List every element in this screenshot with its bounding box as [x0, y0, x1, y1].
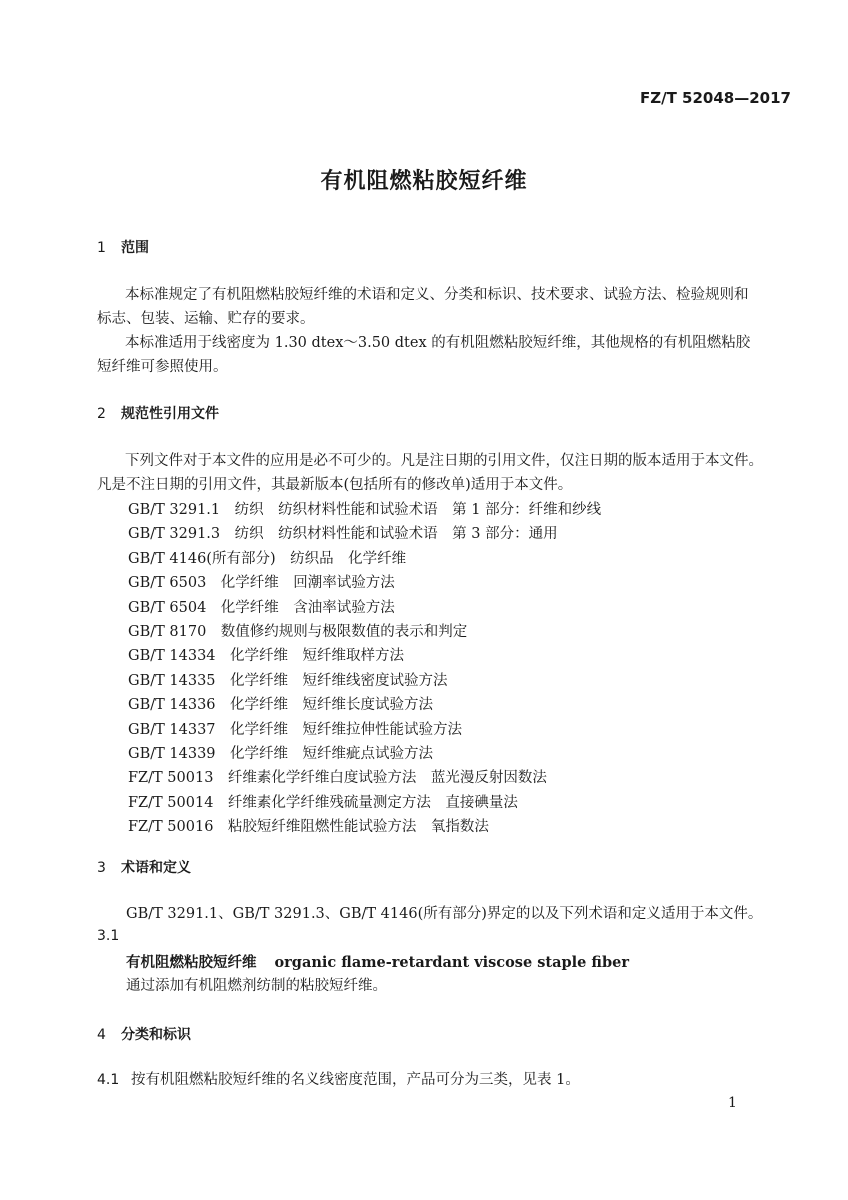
- section-3-title: 术语和定义: [121, 860, 191, 876]
- reference-item: GB/T 14334 化学纤维 短纤维取样方法: [128, 648, 405, 665]
- term-heading: [126, 951, 629, 972]
- reference-item: FZ/T 50014 纤维素化学纤维残硫量测定方法 直接碘量法: [128, 794, 518, 811]
- section-2-heading: [97, 403, 219, 423]
- section-3-heading: [97, 857, 191, 877]
- terms-intro: GB/T 3291.1、GB/T 3291.3、GB/T 4146(所有部分)界定的以及下列术语和定义适用于本文件。: [126, 906, 763, 922]
- scope-paragraph-2: 本标准适用于线密度为 1.30 dtex～3.50 dtex 的有机阻燃粘胶短纤维，其他规格的有机阻燃粘胶短纤维可参照使用。: [97, 335, 751, 375]
- standard-code: FZ/T 52048—2017: [640, 89, 791, 107]
- section-1-number: 1: [97, 240, 106, 256]
- section-4-heading: [97, 1024, 191, 1044]
- reference-item: GB/T 8170 数值修约规则与极限数值的表示和判定: [128, 624, 468, 641]
- section-1-title: 范围: [121, 240, 149, 256]
- reference-item: GB/T 6503 化学纤维 回潮率试验方法: [128, 575, 395, 592]
- reference-item: GB/T 14337 化学纤维 短纤维拉伸性能试验方法: [128, 721, 463, 738]
- section-4-title: 分类和标识: [121, 1027, 191, 1043]
- references-intro: 下列文件对于本文件的应用是必不可少的。凡是注日期的引用文件，仅注日期的版本适用于本文件。凡是不注日期的引用文件，其最新版本(包括所有的修改单)适用于本文件。: [97, 453, 763, 493]
- page-number: 1: [728, 1095, 737, 1111]
- section-1-heading: [97, 237, 149, 257]
- reference-item: GB/T 3291.3 纺织 纺织材料性能和试验术语 第 3 部分：通用: [128, 526, 558, 543]
- reference-item: GB/T 4146(所有部分) 纺织品 化学纤维: [128, 550, 407, 567]
- document-title: 有机阻燃粘胶短纤维: [320, 169, 528, 194]
- section-3-number: 3: [97, 860, 106, 876]
- reference-item: GB/T 14335 化学纤维 短纤维线密度试验方法: [128, 672, 448, 689]
- reference-list: [128, 498, 601, 840]
- section-2-title: 规范性引用文件: [121, 406, 219, 422]
- reference-item: FZ/T 50013 纤维素化学纤维白度试验方法 蓝光漫反射因数法: [128, 770, 547, 787]
- reference-item: GB/T 14336 化学纤维 短纤维长度试验方法: [128, 697, 434, 714]
- term-english: organic flame-retardant viscose staple fiber: [274, 954, 629, 971]
- reference-item: FZ/T 50016 粘胶短纤维阻燃性能试验方法 氧指数法: [128, 819, 489, 836]
- reference-item: GB/T 6504 化学纤维 含油率试验方法: [128, 599, 395, 616]
- section-2-number: 2: [97, 406, 106, 422]
- clause-4-1: [97, 1068, 580, 1092]
- term-number: 3.1: [97, 928, 120, 944]
- scope-paragraph-1: 本标准规定了有机阻燃粘胶短纤维的术语和定义、分类和标识、技术要求、试验方法、检验规则和标志、包装、运输、贮存的要求。: [97, 287, 749, 327]
- reference-item: GB/T 3291.1 纺织 纺织材料性能和试验术语 第 1 部分：纤维和纱线: [128, 502, 602, 518]
- term-definition: 通过添加有机阻燃剂纺制的粘胶短纤维。: [126, 978, 387, 994]
- clause-4-1-text: 按有机阻燃粘胶短纤维的名义线密度范围，产品可分为三类，见表 1。: [131, 1072, 580, 1088]
- term-chinese: 有机阻燃粘胶短纤维: [126, 955, 257, 971]
- clause-4-1-number: 4.1: [97, 1072, 120, 1088]
- section-4-number: 4: [97, 1027, 106, 1043]
- reference-item: GB/T 14339 化学纤维 短纤维疵点试验方法: [128, 746, 434, 763]
